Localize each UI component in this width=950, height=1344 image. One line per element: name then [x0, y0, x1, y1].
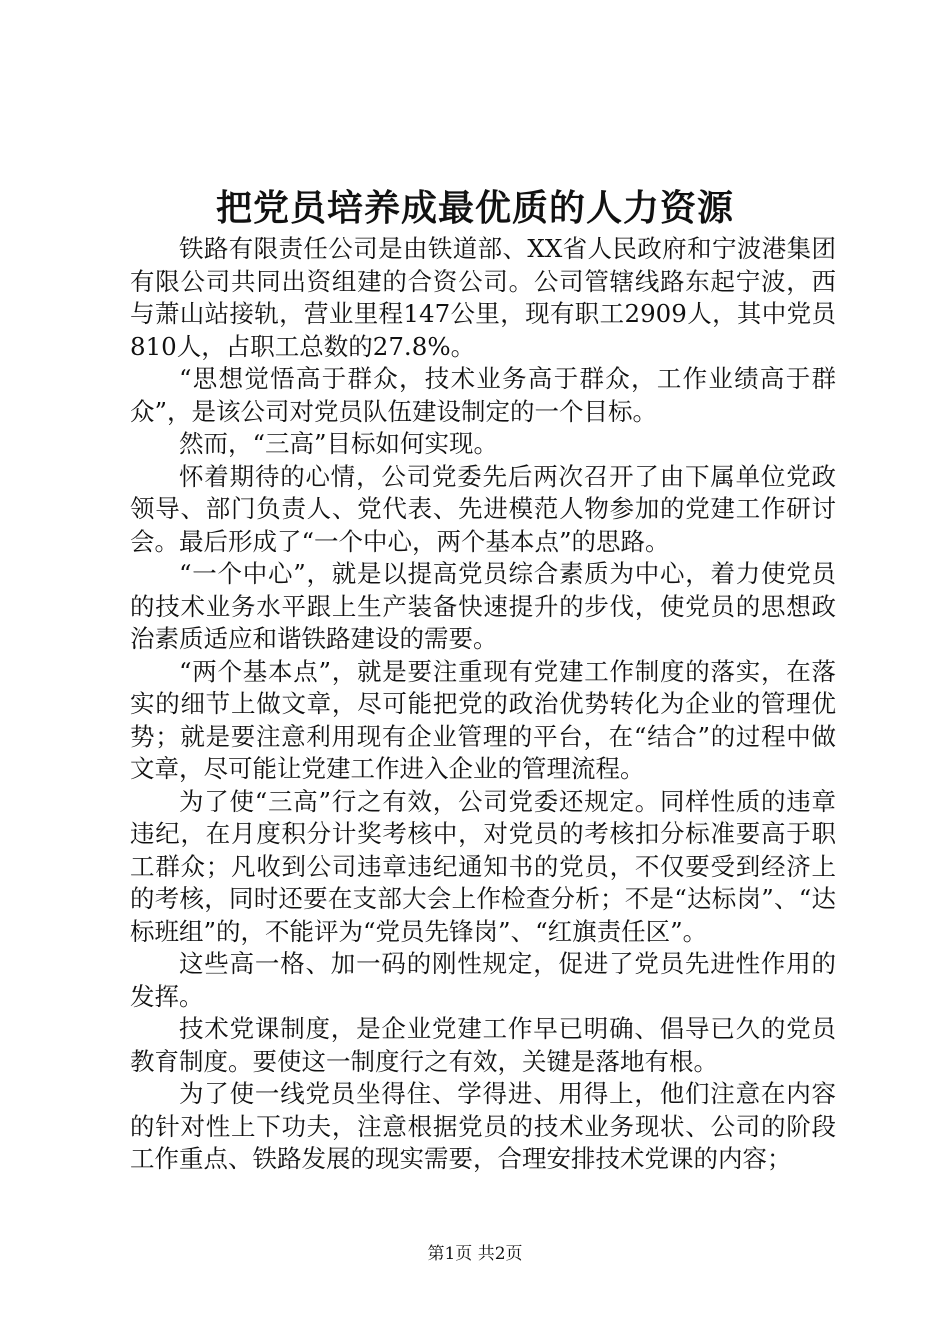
- paragraph: “思想觉悟高于群众，技术业务高于群众，工作业绩高于群众”，是该公司对党员队伍建设制定的一个目标。: [130, 364, 836, 426]
- paragraph: 怀着期待的心情，公司党委先后两次召开了由下属单位党政领导、部门负责人、党代表、先进模范人物参加的党建工作研讨会。最后形成了“一个中心，两个基本点”的思路。: [130, 461, 836, 556]
- paragraph: 为了使一线党员坐得住、学得进、用得上，他们注意在内容的针对性上下功夫，注意根据党员的技术业务现状、公司的阶段工作重点、铁路发展的现实需要，合理安排技术党课的内容；: [130, 1079, 836, 1173]
- paragraph: 这些高一格、加一码的刚性规定，促进了党员先进性作用的发挥。: [130, 949, 836, 1011]
- paragraph: 铁路有限责任公司是由铁道部、XX省人民政府和宁波港集团有限公司共同出资组建的合资公司。公司管辖线路东起宁波，西与萧山站接轨，营业里程147公里，现有职工2909人，其中党员810人，占职工总数的27.8%。: [130, 234, 836, 361]
- document-title: 把党员培养成最优质的人力资源: [215, 187, 734, 229]
- page-number-footer: 第1页 共2页: [427, 1244, 523, 1264]
- paragraph: 然而，“三高”目标如何实现。: [179, 429, 499, 458]
- paragraph: “两个基本点”，就是要注重现有党建工作制度的落实，在落实的细节上做文章，尽可能把党的政治优势转化为企业的管理优势；就是要注意利用现有企业管理的平台，在“结合”的过程中做文章，尽可能让党建工作进入企业的管理流程。: [130, 656, 836, 783]
- paragraph: “一个中心”，就是以提高党员综合素质为中心，着力使党员的技术业务水平跟上生产装备快速提升的步伐，使党员的思想政治素质适应和谐铁路建设的需要。: [130, 559, 836, 653]
- paragraph: 为了使“三高”行之有效，公司党委还规定。同样性质的违章违纪，在月度积分计奖考核中，对党员的考核扣分标准要高于职工群众；凡收到公司违章违纪通知书的党员，不仅要受到经济上的考核，同时还要在支部大会上作检查分析；不是“达标岗”、“达标班组”的，不能评为“党员先锋岗”、“红旗责任区”。: [130, 786, 836, 946]
- document-body: [130, 233, 836, 1176]
- paragraph: 技术党课制度，是企业党建工作早已明确、倡导已久的党员教育制度。要使这一制度行之有效，关键是落地有根。: [130, 1014, 836, 1076]
